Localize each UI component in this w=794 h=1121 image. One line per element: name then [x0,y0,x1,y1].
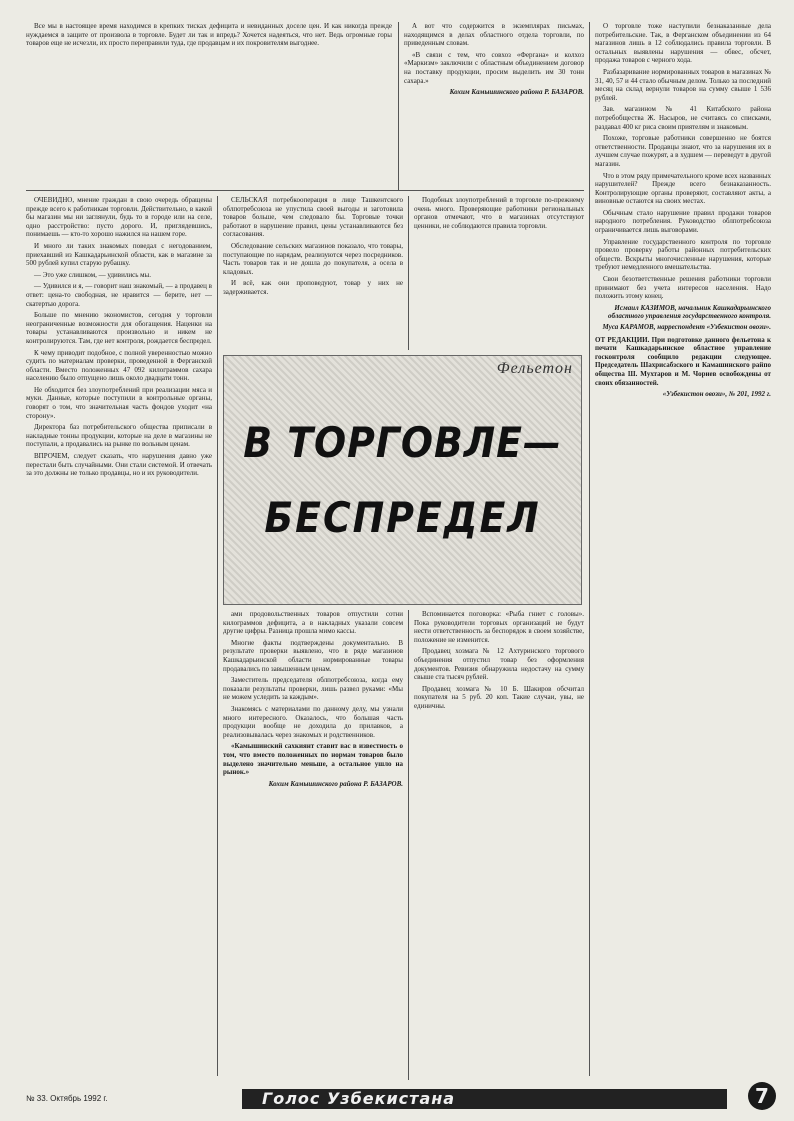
paragraph: Свои безответственные решения работники торговли принимают без учета интересов населения. Надо положить этому конец. [595,275,771,301]
signature: Кохим Камышинского района Р. БАЗАРОВ. [268,779,403,788]
paragraph: Управление государственного контроля по торговле провело проверку работы районных потребительских обществ. Вскрыты многочисленные нарушения, которые требуют немедленного вмешательства. [595,237,771,272]
author-signature: Муса КАРАМОВ, нарреспондент «Узбекистон овози». [602,323,771,331]
paragraph: Многие факты подтверждены документально. В результате проверки выявлено, что в ряде магазинов Кашкадарьинской области нормированные товары продавались по завышенным ценам. [223,638,403,673]
column-divider [408,610,409,1080]
paragraph: ОЧЕВИДНО, мнение граждан в свою очередь обращены прежде всего к работникам торговли. Действительно, в какой бы магазин мы ни заглянули, будь то в городе или на селе, одно расстройство: пусто дорого. И, приглядевшись, понимаешь — кто-то хорошо нажился на нашем горе. [26,196,212,239]
paragraph: Директора баз потребительского общества приписали в накладные тонны продукции, которые на деле в магазины не поступали, а продавались на рынке по вольным ценам. [26,423,212,449]
top-left-article [26,22,392,182]
paragraph: Зав. магазином № 41 Китабского района потребобщества Ж. Насыров, не считаясь со списками, раздавал 400 кг риса своим приятелям и знакомым. [595,105,771,131]
editorial-source: «Узбекистон овози», № 201, 1992 г. [662,390,771,399]
paragraph: Все мы в настоящее время находимся в крепких тисках дефицита и невиданных доселе цен. И как никогда прежде нуждаемся в защите от произвола в торговле. Будет ли так и впредь? Хочется надеяться, что нет. Ведь огромные горы товаров еще не исчезли, их просто переправили туда, где продавцам и их покровителям выгоднее. [26,22,392,48]
author-signature: Исмаил КАЗИМОВ, начальник Кашкадарьинского областного управления государственного контроля. [607,303,771,321]
headline-line-2: БЕСПРЕДЕЛ [264,493,541,542]
paragraph: Обследование сельских магазинов показало, что товары, поступающие по нарядам, реализуются через посредников. Часть товаров так и не дошла до покупателя, а осела в кладовых. [223,241,403,276]
paragraph: ВПРОЧЕМ, следует сказать, что нарушения давно уже перестали быть случайными. Они стали системой. И отвечать за это должны не только продавцы, но и их руководители. [26,452,212,478]
paragraph: Что в этом ряду примечательного кроме всех названных нарушителей? Прежде всего безнаказанность. Контролирующие органы проверяют, составляют акты, а виновные остаются на своих местах. [595,171,771,206]
paragraph: А вот что содержится в экземплярах письмах, находящимся в делах областного отдела торговли, по приведенным словам. [404,22,584,48]
paragraph: Обычным стало нарушение правил продажи товаров народного потребления. Руководство облпотребсоюза ограничивается лишь выговорами. [595,208,771,235]
paragraph: Больше по мнению экономистов, сегодня у торговли неограниченные возможности для обогащения. Наценки на товары устанавливаются произвольно и никем не контролируются. Там, где нет контроля, рождается беспредел. [26,311,212,345]
paragraph: «В связи с тем, что совхоз «Фергана» и колхоз «Маркизм» заключили с областным объединением договор на поставку продукции, просим выделить им 30 тонн сахара.» [404,50,584,85]
paragraph: Вспоминается поговорка: «Рыба гниет с головы». Пока руководители торговых организаций не будут нести ответственность за беспорядок в своем хозяйстве, положение не изменится. [414,610,584,644]
article-column-lower-middle [223,610,403,1080]
paragraph: Похоже, торговые работники совершенно не боятся ответственности. Продавцы знают, что за нарушения их в лучшем случае пожурят, а в худшем — переведут в другой магазин. [595,134,771,168]
paragraph: Продавец хозмага № 12 Ахтуринского торгового объединения отпустил товар без оформления документов. Ревизия обнаружила недостачу на сумму свыше ста тысяч рублей. [414,647,584,682]
paragraph: — Это уже слишком, — удивились мы. [34,270,152,279]
page-footer [0,1084,794,1118]
top-band-rule [26,190,584,191]
paragraph: СЕЛЬСКАЯ потребкооперация в лице Ташкентского облпотребсоюза не упустила своей выгоды и заготовила товаров больше, чем следовало бы. Торговые точки работают в нарушение правил, цены устанавливаются без согласования. [223,196,403,239]
column-divider [589,22,590,1076]
page-number: 7 [748,1082,776,1110]
column-divider [398,22,399,190]
paragraph: И много ли таких знакомых поведал с негодованием, приехавший из Кашкадарьинской области, как в магазине за 500 рублей купил старую рубашку. [26,241,212,268]
column-divider [217,196,218,1076]
signature: Кохим Камышинского района Р. БАЗАРОВ. [449,88,584,97]
article-column-lower-right [414,610,584,1080]
paragraph: О торговле тоже наступили безнаказанные дела потребительские. Так, в Ферганском объединении из 64 магазинов лишь в 12 соблюдались правила торговли. В остальных выявлены нарушения — обвес, обсчет, продажа товаров с черного хода. [595,22,771,65]
issue-info: № 33. Октябрь 1992 г. [26,1094,108,1103]
rubric-label: Фельетон [496,360,573,377]
column-divider [408,196,409,350]
newspaper-title-band: Голос Узбекистана [242,1089,727,1109]
article-column-left [26,196,212,1076]
paragraph: Заместитель председателя облпотребсоюза, когда ему показали результаты проверки, лишь развел руками: «Мы не можем уследить за каждым». [223,676,403,702]
headline-line-1: В ТОРГОВЛЕ— [243,418,562,467]
top-right-article [404,22,584,182]
paragraph: Продавец хозмага № 10 Б. Шакиров обсчитал покупателя на 5 руб. 20 коп. Такие случаи, увы, не единичны. [414,684,584,710]
paragraph: И всё, как они проповедуют, товар у них не задерживается. [223,279,403,296]
paragraph: — Удивился и я, — говорит наш знакомый, — а продавец в ответ: цена-то свободная, не нравится — берите, нет — скатертью дорога. [26,282,212,308]
feuilleton-heading [223,355,582,605]
article-column-middle [223,196,403,350]
paragraph: К чему приводит подобное, с полной уверенностью можно судить по материалам проверки, проведенной в Ферганской области. Вместо положенных 47 092 килограммов сахара населению было отпущено лишь около двадцати тонн. [26,348,212,383]
paragraph: ами продовольственных товаров отпустили сотни килограммов дефицита, а в накладных указали совсем другие цифры. Разница прошла мимо кассы. [223,610,403,636]
paragraph: «Камышинский сахкиянт ставит вас в известность о том, что вместо положенных по нормам товаров было выделено значительно меньше, а остальное ушло на рынок.» [223,742,403,777]
paragraph: Подобных злоупотреблений в торговле по-прежнему очень много. Проверяющие работники региональных органов отмечают, что в магазинах отсутствуют ценники, не соблюдаются правила торговли. [414,196,584,230]
article-column-right [595,22,771,1078]
paragraph: Разбазаривание нормированных товаров в магазинах № 31, 40, 57 и 44 стало обычным делом. Только за последний месяц на склад вернули товаров на сумму свыше 1 536 рублей. [595,67,771,102]
editorial-note: ОТ РЕДАКЦИИ. При подготовке данного фельетона к печати Кашкадарьинское областное управление госконтроля сообщило редакции следующее. Председатель Шахрисабзского и Камашинского райпо общества Ш. Мухтаров и М. Чориев освобождены от своих обязанностей. [595,335,771,387]
paragraph: Не обходится без злоупотреблений при реализации мяса и муки. Данные, которые поступили в контрольные органы, говорят о том, что значительная часть фондов уходит «на сторону». [26,385,212,420]
article-column-center-right [414,196,584,350]
paragraph: Знакомясь с материалами по данному делу, мы узнали много интересного. Оказалось, что большая часть продукции вообще не доходила до прилавков, а реализовывалась через знакомых и родственников. [223,704,403,739]
